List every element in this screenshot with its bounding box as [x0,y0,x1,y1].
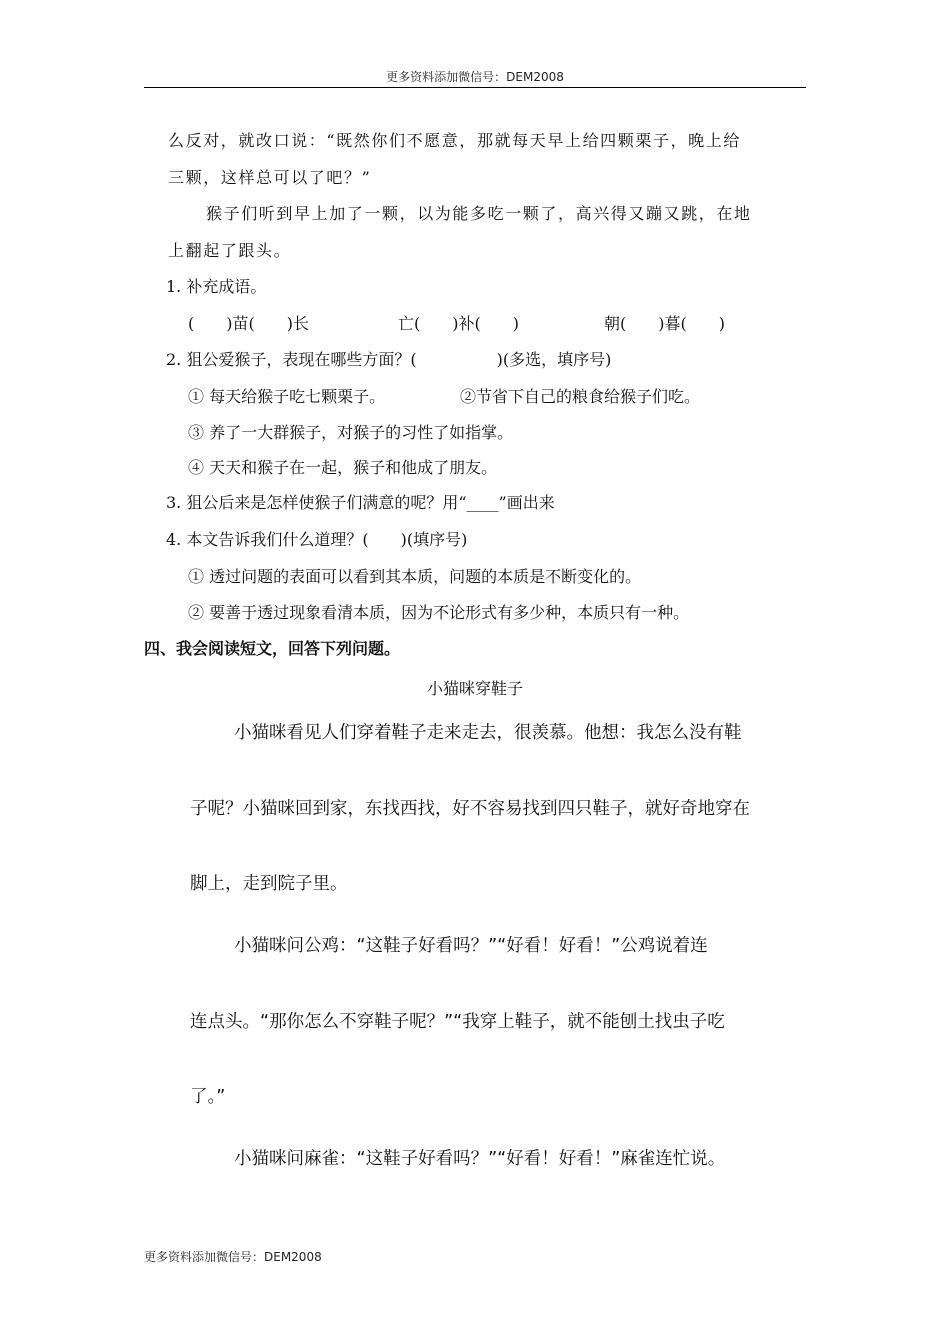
passage-line-1: 么反对，就改口说：“既然你们不愿意，那就每天早上给四颗栗子，晚上给 [168,131,741,150]
story-title: 小猫咪穿鞋子 [426,679,523,698]
story-line-6: 了。” [190,1087,226,1107]
story-line-2: 子呢？小猫咪回到家，东找西找，好不容易找到四只鞋子，就好奇地穿在 [190,799,750,819]
story-line-3: 脚上，走到院子里。 [190,874,348,894]
header-divider [144,87,806,88]
page-footer: 更多资料添加微信号：DEM2008 [144,1250,322,1264]
story-line-1: 小猫咪看见人们穿着鞋子走来走去，很羡慕。他想：我怎么没有鞋 [234,723,742,743]
page-header: 更多资料添加微信号：DEM2008 [386,70,564,84]
idiom-blank-2: 亡( )补( ) [398,314,519,333]
question-2-label: 2. 狙公爱猴子，表现在哪些方面？( )(多选，填序号) [166,350,612,369]
question-4-label: 4. 本文告诉我们什么道理？( )(填序号) [166,530,468,549]
story-line-4: 小猫咪问公鸡：“这鞋子好看吗？”“好看！好看！”公鸡说着连 [234,936,708,956]
question-4-option-1: ① 透过问题的表面可以看到其本质，问题的本质是不断变化的。 [188,567,642,586]
passage-line-2: 三颗，这样总可以了吧？” [168,168,372,187]
question-4-option-2: ② 要善于透过现象看清本质，因为不论形式有多少种，本质只有一种。 [188,603,690,622]
question-2-option-4: ④ 天天和猴子在一起，猴子和他成了朋友。 [188,458,498,477]
question-2-option-3: ③ 养了一大群猴子，对猴子的习性了如指掌。 [188,423,514,442]
section-4-heading: 四、我会阅读短文，回答下列问题。 [144,639,401,658]
question-2-option-1: ① 每天给猴子吃七颗栗子。 [188,387,386,406]
story-line-5: 连点头。“那你怎么不穿鞋子呢？”“我穿上鞋子，就不能刨土找虫子吃 [190,1012,725,1032]
passage-line-3: 猴子们听到早上加了一颗，以为能多吃一颗了，高兴得又蹦又跳，在地 [206,204,752,223]
idiom-blank-3: 朝( )暮( ) [604,314,725,333]
story-line-7: 小猫咪问麻雀：“这鞋子好看吗？”“好看！好看！”麻雀连忙说。 [234,1149,726,1169]
question-2-option-2: ②节省下自己的粮食给猴子们吃。 [460,387,701,406]
question-3-label: 3. 狙公后来是怎样使猴子们满意的呢？用“____”画出来 [166,493,555,512]
passage-line-4: 上翻起了跟头。 [168,241,292,260]
question-1-label: 1. 补充成语。 [166,277,267,296]
idiom-blank-1: ( )苗( )长 [188,314,309,333]
